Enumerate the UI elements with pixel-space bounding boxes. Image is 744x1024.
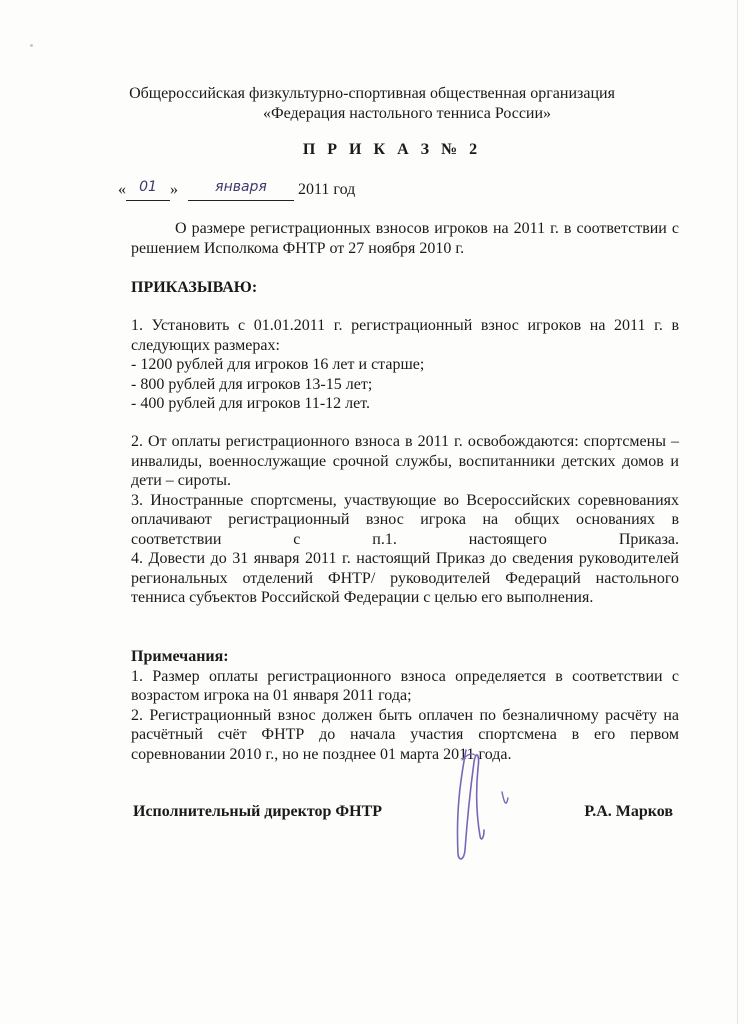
notes-block	[131, 647, 679, 764]
notes-title: Примечания:	[131, 648, 229, 665]
point-1-block	[131, 316, 679, 414]
org-name-line-2: «Федерация настольного тенниса России»	[262, 105, 552, 122]
handwritten-signature	[446, 742, 526, 866]
point-3-text: 3. Иностранные спортсмены, участвующие во Всероссийских соревнованиях оплачивают регистрационный взнос игрока на общих основаниях в соответствии с п.1. настоящего Приказа.	[131, 491, 679, 548]
signatory-name: Р.А. Марков	[584, 803, 673, 820]
signatory-title: Исполнительный директор ФНТР	[133, 803, 383, 820]
subject-text: О размере регистрационных взносов игроков на 2011 г. в соответствии с решением Исполкома ФНТР от 27 ноября 2010 г.	[131, 220, 679, 257]
note-item: 2. Регистрационный взнос должен быть оплачен по безналичному расчёту на расчётный счёт ФНТР до начала участия спортсмена в его первом соревновании 2010 г., но не позднее 01 марта 2011 года.	[131, 706, 679, 763]
scan-speck	[30, 44, 33, 47]
points-block	[131, 432, 679, 608]
fee-item: - 800 рублей для игроков 13-15 лет;	[131, 375, 373, 393]
point-4-text: 4. Довести до 31 января 2011 г. настоящий Приказ до сведения руководителей региональных отделений ФНТР/ руководителей Федераций настольного тенниса субъектов Российской Федерации с целью его выполнения.	[131, 550, 679, 606]
order-subject	[131, 219, 679, 258]
point-2-text: 2. От оплаты регистрационного взноса в 2011 г. освобождаются: спортсмены – инвалиды, военнослужащие срочной службы, воспитанники детских домов и дети – сироты.	[131, 433, 679, 489]
date-close-quote: »	[170, 181, 178, 198]
note-item: 1. Размер оплаты регистрационного взноса определяется в соответствии с возрастом игрока на 01 января 2011 года;	[131, 667, 679, 704]
prikazyvayu-heading: ПРИКАЗЫВАЮ:	[131, 279, 258, 296]
order-date	[118, 180, 355, 201]
date-year: 2011 год	[298, 181, 356, 198]
organization-header	[0, 84, 744, 124]
org-name-line-1: Общероссийская физкультурно-спортивная общественная организация	[129, 85, 615, 102]
fee-item: - 1200 рублей для игроков 16 лет и старше;	[131, 356, 425, 373]
date-day-handwritten: 01	[126, 180, 170, 201]
point-1-text: 1. Установить с 01.01.2011 г. регистрационный взнос игроков на 2011 г. в следующих размерах:	[131, 317, 679, 354]
order-title: П Р И К А З № 2	[302, 141, 482, 158]
fee-item: - 400 рублей для игроков 11-12 лет.	[131, 395, 371, 412]
date-open-quote: «	[118, 181, 126, 198]
date-month-handwritten: января	[188, 180, 294, 201]
